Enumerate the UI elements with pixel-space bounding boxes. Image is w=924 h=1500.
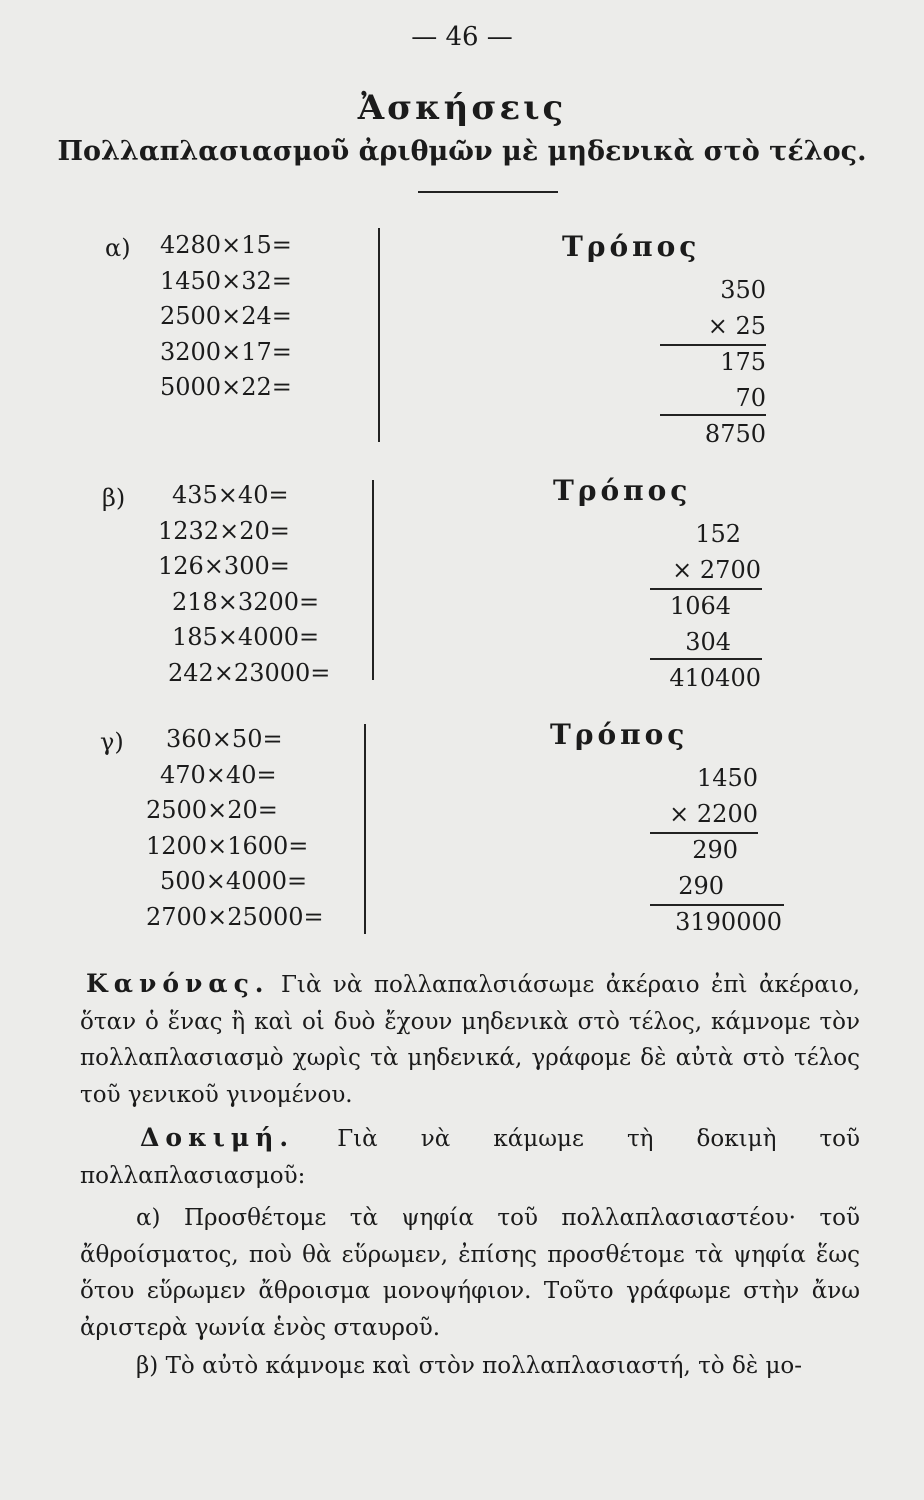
title-underline <box>418 191 558 193</box>
rule-text: Γιὰ νὰ πολλαπαλσιάσωμε ἀκέραιο ἐπὶ ἀκέραιο, ὅταν ὁ ἕνας ἢ καὶ οἱ δυὸ ἔχουν μηδενικὰ στὸ τέλος, κάμνομε τὸν πολλαπλασιασμὸ χωρὶς τὰ μηδενικά, γράφομε δὲ αὐτὰ στὸ τέλος τοῦ γενικοῦ γινομένου. <box>80 972 860 1108</box>
mult-line: 410400 <box>669 664 761 692</box>
mult-line: × 2700 <box>672 556 761 584</box>
proof-paragraph <box>80 1120 860 1194</box>
mult-line: 8750 <box>704 420 766 448</box>
exercise: 185×4000= <box>172 623 320 651</box>
proof-heading: Δοκιμή. <box>140 1123 295 1152</box>
mult-rule <box>660 414 766 416</box>
section-b-multiplication <box>669 516 761 696</box>
exercise: 360×50= <box>166 725 283 753</box>
exercise: 2500×24= <box>160 302 292 330</box>
section-b-label: β) <box>102 484 126 512</box>
exercise: 3200×17= <box>160 337 292 366</box>
exercise: 435×40= <box>172 481 289 509</box>
mult-line: 70 <box>735 384 766 412</box>
section-b-divider <box>372 480 374 680</box>
proof-step-a: α) Προσθέτομε τὰ ψηφία τοῦ πολλαπλασιαστέου· τοῦ ἄθροίσματος, ποὺ θὰ εὕρωμεν, ἐπίσης προσθέτομε τὰ ψηφία ἕως ὅτου εὕρωμεν ἄθροισμα μονοψήφιον. Τοῦτο γράφωμε στὴν ἄνω ἀριστερὰ γωνία ἑνὸς σταυροῦ. <box>80 1205 860 1341</box>
rule-heading: Κανόνας. <box>86 969 270 998</box>
mult-line: 350 <box>720 276 766 304</box>
exercise: 1232×20= <box>158 516 290 545</box>
exercise: 2500×20= <box>146 796 278 824</box>
section-c-multiplication <box>669 760 782 940</box>
section-a-exercises <box>160 228 292 406</box>
mult-line: 290 <box>692 836 738 864</box>
section-a-multiplication <box>705 272 766 452</box>
section-b-method-title: Τρόπος <box>553 474 692 507</box>
rule-paragraph <box>80 966 860 1113</box>
exercise: 500×4000= <box>160 867 308 895</box>
proof-step-b: β) Τὸ αὐτὸ κάμνομε καὶ στὸν πολλαπλασιαστή, τὸ δὲ μο- <box>136 1353 803 1379</box>
mult-rule <box>660 344 766 346</box>
exercise: 2700×25000= <box>146 902 324 931</box>
exercise: 470×40= <box>160 760 277 789</box>
page-number: — 46 — <box>411 22 513 52</box>
mult-line: × 25 <box>707 312 766 340</box>
section-c-divider <box>364 724 366 934</box>
proof-text: Γιὰ νὰ κάμωμε τὴ δοκιμὴ τοῦ πολλαπλασιασμοῦ: <box>80 1126 861 1189</box>
mult-rule <box>650 588 762 590</box>
section-c-label: γ) <box>100 728 124 756</box>
exercise: 5000×22= <box>160 373 292 401</box>
exercise: 1450×32= <box>160 266 292 295</box>
section-a-label: α) <box>105 234 131 262</box>
section-b-exercises <box>158 478 330 691</box>
mult-rule <box>650 832 758 834</box>
mult-line: 175 <box>720 348 766 376</box>
exercise: 4280×15= <box>160 231 292 259</box>
mult-line: 3190000 <box>675 908 782 936</box>
mult-rule <box>650 658 762 660</box>
exercise: 126×300= <box>158 552 290 580</box>
section-c-exercises <box>146 722 324 935</box>
mult-line: 1064 <box>669 592 731 620</box>
exercise: 1200×1600= <box>146 831 309 860</box>
mult-line: 304 <box>685 628 731 656</box>
mult-line: × 2200 <box>669 800 758 828</box>
page-title: Ἀσκήσεις <box>357 88 567 128</box>
mult-line: 152 <box>695 520 741 548</box>
section-c-method-title: Τρόπος <box>550 718 689 751</box>
exercise: 242×23000= <box>168 658 331 687</box>
page-subtitle: Πολλαπλασιασμοῦ ἀριθμῶν μὲ μηδενικὰ στὸ τέλος. <box>57 136 867 167</box>
section-a-method-title: Τρόπος <box>562 230 701 263</box>
mult-line: 290 <box>678 872 724 900</box>
mult-line: 1450 <box>696 764 758 792</box>
mult-rule <box>650 904 784 906</box>
exercise: 218×3200= <box>172 587 320 616</box>
section-a-divider <box>378 228 380 442</box>
